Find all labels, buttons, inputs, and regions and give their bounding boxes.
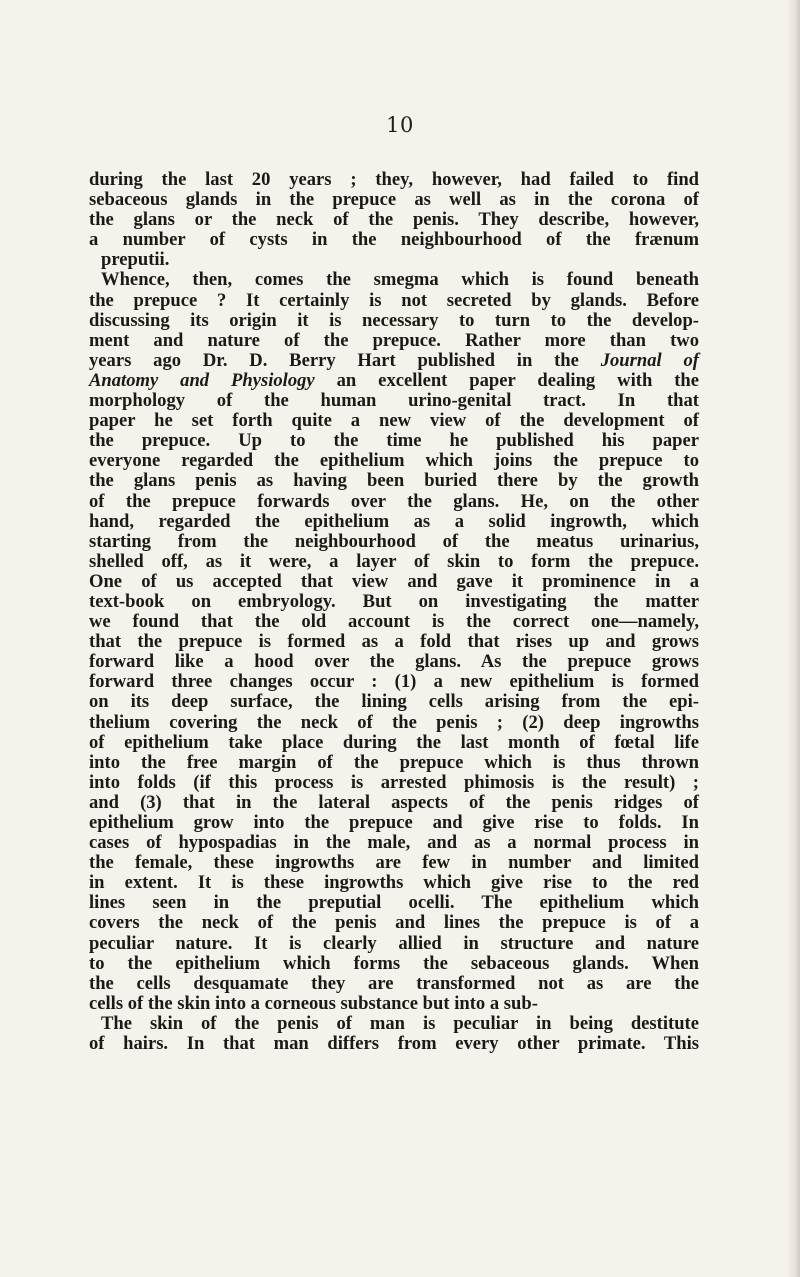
text-line: cases of hypospadias in the male, and as a normal process in — [89, 832, 699, 854]
text-line: the prepuce ? It certainly is not secreted by glands. Before — [89, 289, 699, 311]
text-line: Whence, then, comes the smegma which is found beneath — [101, 269, 699, 291]
text-line: The skin of the penis of man is peculiar in being destitute — [101, 1012, 699, 1034]
text-line: lines seen in the preputial ocelli. The epithelium which — [89, 892, 699, 914]
text-line: we found that the old account is the correct one—namely, — [89, 611, 699, 633]
text-line: the glans or the neck of the penis. They describe, however, — [89, 209, 699, 231]
text-line: the prepuce. Up to the time he published his paper — [89, 430, 699, 452]
body-text — [89, 170, 699, 1054]
paragraph-3 — [89, 1014, 699, 1054]
text-line: morphology of the human urino-genital tract. In that — [89, 390, 699, 412]
text-line: thelium covering the neck of the penis ; (2) deep ingrowths — [89, 711, 699, 733]
text-line: on its deep surface, the lining cells arising from the epi- — [89, 691, 699, 713]
journal-title-part-a: Journal of — [600, 349, 699, 371]
text-line: to the epithelium which forms the sebaceous glands. When — [89, 952, 699, 974]
text-line: sebaceous glands in the prepuce as well as in the corona of — [89, 189, 699, 211]
text-line-with-journal — [89, 371, 699, 391]
text-line: in extent. It is these ingrowths which give rise to the red — [89, 872, 699, 894]
text-line: hand, regarded the epithelium as a solid ingrowth, which — [89, 510, 699, 532]
text-line: epithelium grow into the prepuce and give rise to folds. In — [89, 812, 699, 833]
text-line: the female, these ingrowths are few in number and limited — [89, 852, 699, 874]
page-number: 10 — [386, 113, 414, 137]
text-line: shelled off, as it were, a layer of skin to form the prepuce. — [89, 550, 699, 572]
text-line: One of us accepted that view and gave it prominence in a — [89, 570, 699, 592]
text-line: preputii. — [101, 249, 170, 271]
text-line: of the prepuce forwards over the glans. He, on the other — [89, 490, 699, 512]
text-line: peculiar nature. It is clearly allied in structure and nature — [89, 932, 699, 954]
text-line-with-journal — [89, 351, 699, 371]
text-line: starting from the neighbourhood of the meatus urinarius, — [89, 530, 699, 552]
text-line: of epithelium take place during the last month of fœtal life — [89, 731, 699, 753]
text-fragment: an excellent paper dealing with the — [314, 369, 699, 391]
text-line: the glans penis as having been buried there by the growth — [89, 470, 699, 492]
text-line: text-book on embryology. But on investigating the matter — [89, 590, 699, 612]
text-line: forward three changes occur : (1) a new epithelium is formed — [89, 671, 699, 693]
journal-title-part-b: Anatomy and Physiology — [89, 369, 315, 391]
text-line: that the prepuce is formed as a fold that rises up and grows — [89, 631, 699, 653]
text-line: forward like a hood over the glans. As the prepuce grows — [89, 651, 699, 673]
text-line: during the last 20 years ; they, however, had failed to find — [89, 169, 699, 190]
text-line: paper he set forth quite a new view of the development of — [89, 410, 699, 432]
text-line: and (3) that in the lateral aspects of the penis ridges of — [89, 791, 699, 813]
text-line: a number of cysts in the neighbourhood of the frænum — [89, 229, 699, 251]
text-line: into folds (if this process is arrested phimosis is the result) ; — [89, 771, 699, 793]
text-line: everyone regarded the epithelium which joins the prepuce to — [89, 450, 699, 472]
text-line: discussing its origin it is necessary to turn to the develop- — [89, 309, 699, 331]
text-line: into the free margin of the prepuce which is thus thrown — [89, 751, 699, 773]
page-edge-shadow — [786, 0, 800, 1277]
text-line: covers the neck of the penis and lines the prepuce is of a — [89, 912, 699, 934]
text-fragment: years ago Dr. D. Berry Hart published in the — [89, 349, 601, 371]
paragraph-1 — [89, 170, 699, 270]
paragraph-2 — [89, 270, 699, 1013]
text-line: cells of the skin into a corneous substance but into a sub- — [89, 992, 538, 1014]
text-line: of hairs. In that man differs from every other primate. This — [89, 1033, 699, 1055]
text-line: ment and nature of the prepuce. Rather more than two — [89, 329, 699, 351]
text-line: the cells desquamate they are transformed not as are the — [89, 972, 699, 994]
